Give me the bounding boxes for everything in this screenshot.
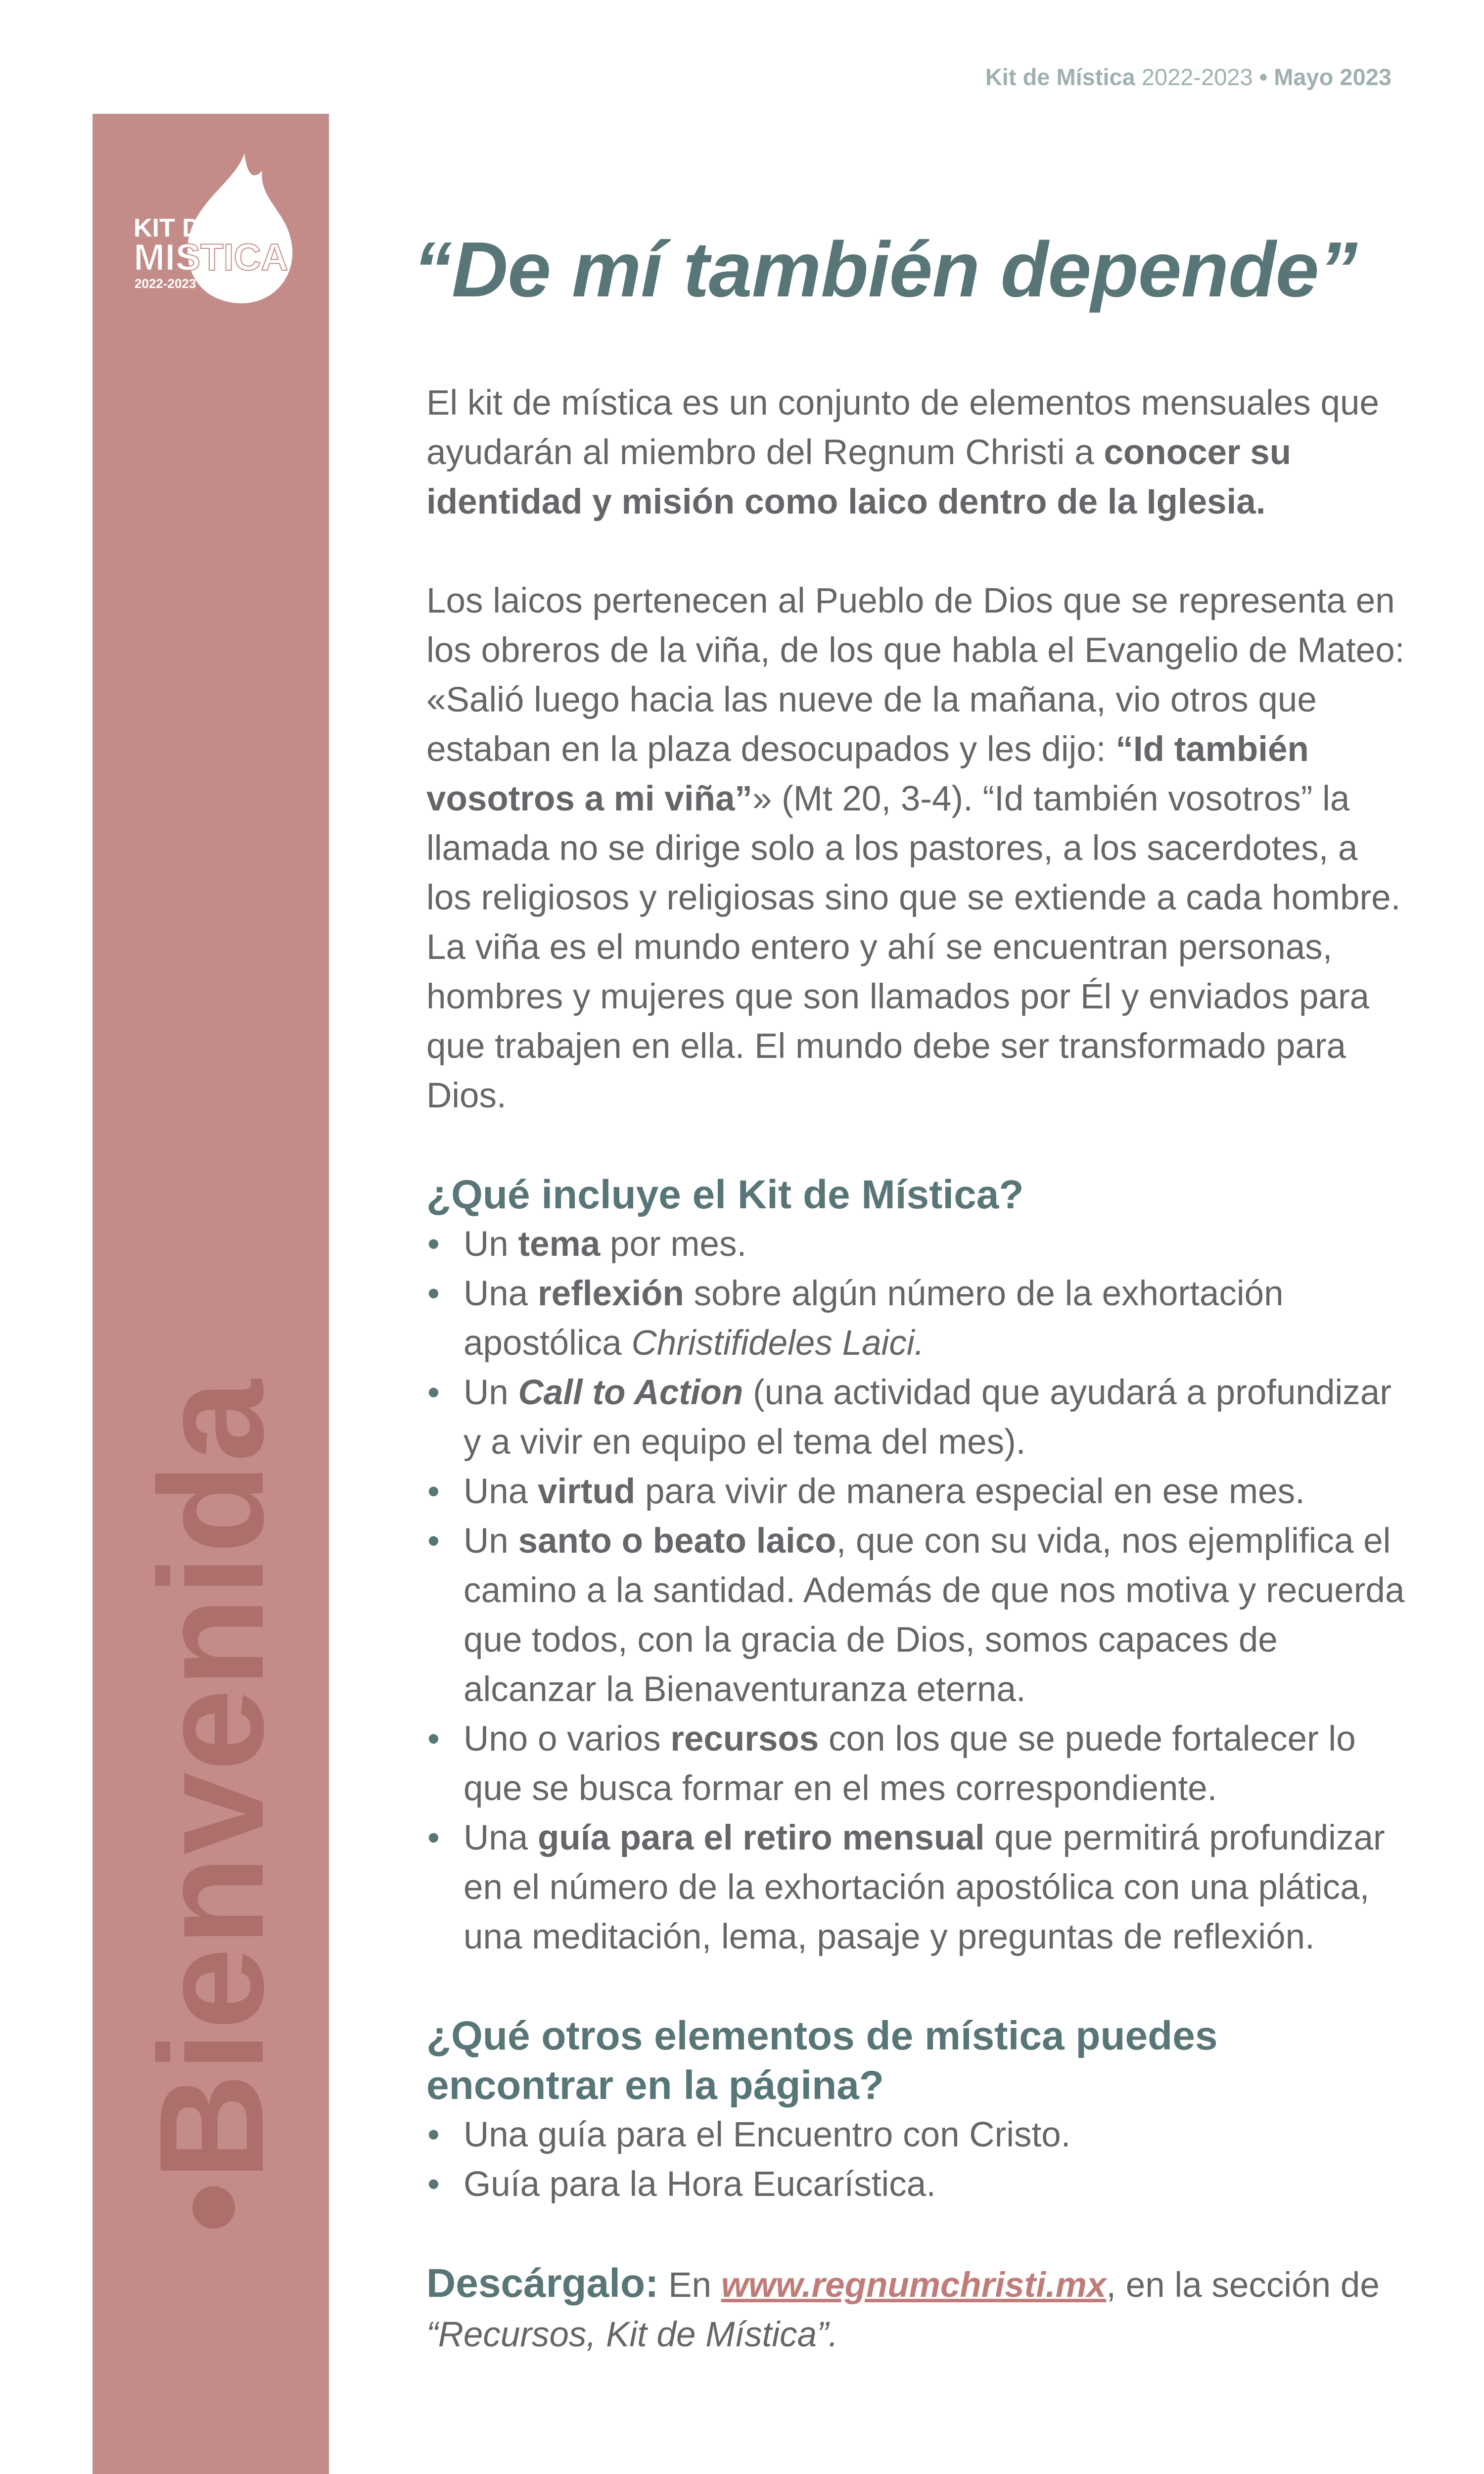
- list-item: [426, 1714, 1406, 1813]
- others-section-heading: ¿Qué otros elementos de mística puedes encontrar en la página?: [426, 2013, 1218, 2108]
- sidebar-word: Bienvenida: [128, 1379, 294, 2181]
- kit-de-mistica-logo: [130, 148, 298, 312]
- main-content: [426, 379, 1406, 2360]
- item-post: por mes.: [600, 1225, 747, 1264]
- logo-years: 2022-2023: [135, 276, 196, 291]
- item-pre: Una: [464, 1818, 538, 1857]
- item-pre: Una: [464, 1274, 538, 1313]
- item-bold: guía para el retiro mensual: [537, 1818, 985, 1857]
- header-separator: •: [1259, 64, 1268, 90]
- item-post: sobre algún número de la exhortación apostólica: [464, 1274, 1284, 1363]
- item-pre: Un: [464, 1522, 518, 1561]
- list-item: [426, 1269, 1406, 1368]
- list-item: [426, 1813, 1406, 1962]
- header-month: Mayo 2023: [1274, 64, 1391, 90]
- item-post: que permitirá profundizar en el número de la exhortación apostólica con una plática, una meditación, lema, pasaje y preguntas de reflexión.: [464, 1818, 1385, 1956]
- intro-p2-quote: “Id también vosotros a mi viña”: [426, 730, 1309, 818]
- kit-section-heading: ¿Qué incluye el Kit de Mística?: [426, 1172, 1024, 1217]
- list-item: [426, 1220, 1406, 1269]
- list-item: • Guía para la Hora Eucarística.: [426, 2160, 1406, 2209]
- intro-p2-text-b: » (Mt 20, 3-4). “Id también vosotros” la llamada no se dirige solo a los pastores, a los sacerdotes, a los religiosos y religiosas sino que se extiende a cada hombre. La viña es el mundo entero y ahí se encuentran personas, hombres y mujeres que son llamados por Él y enviados para que trabajen en ella. El mundo debe ser transformado para Dios.: [426, 779, 1401, 1115]
- item-pre: Un: [464, 1225, 518, 1264]
- item-bold: santo o beato laico: [518, 1522, 836, 1561]
- logo-line2: MISTICA: [134, 237, 288, 279]
- regnumchristi-link[interactable]: www.regnumchristi.mx: [721, 2266, 1107, 2305]
- page-header: [985, 63, 1391, 91]
- item-post: , que con su vida, nos ejemplifica el camino a la santidad. Además de que nos motiva y recuerda que todos, con la gracia de Dios, somos capaces de alcanzar la Bienaventuranza eterna.: [464, 1522, 1405, 1709]
- others-items-list: [426, 2110, 1406, 2209]
- item-italic: Christifideles Laici.: [631, 1324, 925, 1363]
- item-post: (una actividad que ayudará a profundizar y a vivir en equipo el tema del mes).: [464, 1373, 1391, 1462]
- list-item: • Una guía para el Encuentro con Cristo.: [426, 2110, 1406, 2160]
- sidebar-vertical-title: [126, 1379, 297, 2234]
- intro-paragraph-2: [426, 576, 1406, 1121]
- kit-items-list: [426, 1220, 1406, 1962]
- item-pre: Un: [464, 1373, 518, 1412]
- item-bold: reflexión: [537, 1274, 684, 1313]
- header-years: 2022-2023: [1141, 64, 1253, 90]
- item-pre: Uno o varios: [464, 1719, 671, 1759]
- intro-p1-text: El kit de mística es un conjunto de elementos mensuales que ayudarán al miembro del Regnum Christi a: [426, 383, 1379, 472]
- list-item: [426, 1517, 1406, 1714]
- sidebar: [93, 114, 329, 2474]
- download-label: Descárgalo:: [426, 2261, 659, 2306]
- header-kit-label: Kit de Mística: [985, 64, 1135, 90]
- list-item: [426, 1368, 1406, 1467]
- intro-paragraph-1: [426, 379, 1406, 527]
- sidebar-dot: •: [128, 2180, 294, 2234]
- download-post: , en la sección de: [1106, 2266, 1380, 2305]
- item-bold: virtud: [537, 1472, 636, 1511]
- item-post: para vivir de manera especial en ese mes.: [635, 1472, 1305, 1511]
- download-section-name: “Recursos, Kit de Mística”.: [426, 2315, 838, 2354]
- page-title: “De mí también depende”: [413, 226, 1357, 313]
- intro-p2-text-a: Los laicos pertenecen al Pueblo de Dios que se representa en los obreros de la viña, de los que habla el Evangelio de Mateo: «Salió luego hacia las nueve de la mañana, vio otros que estaban en la plaza desocupados y les dijo:: [426, 581, 1405, 769]
- download-paragraph: [426, 2259, 1406, 2360]
- item-bold: tema: [518, 1225, 601, 1264]
- item-pre: Una: [464, 1472, 538, 1511]
- item-bold-italic: Call to Action: [518, 1373, 743, 1412]
- logo-line1: KIT DE: [134, 214, 218, 242]
- item-bold: recursos: [670, 1719, 819, 1759]
- intro-p1-bold: conocer su identidad y misión como laico dentro de la Iglesia.: [426, 433, 1292, 522]
- list-item: [426, 1467, 1406, 1517]
- download-pre: En: [658, 2266, 721, 2305]
- item-post: con los que se puede fortalecer lo que se busca formar en el mes correspondiente.: [464, 1719, 1356, 1808]
